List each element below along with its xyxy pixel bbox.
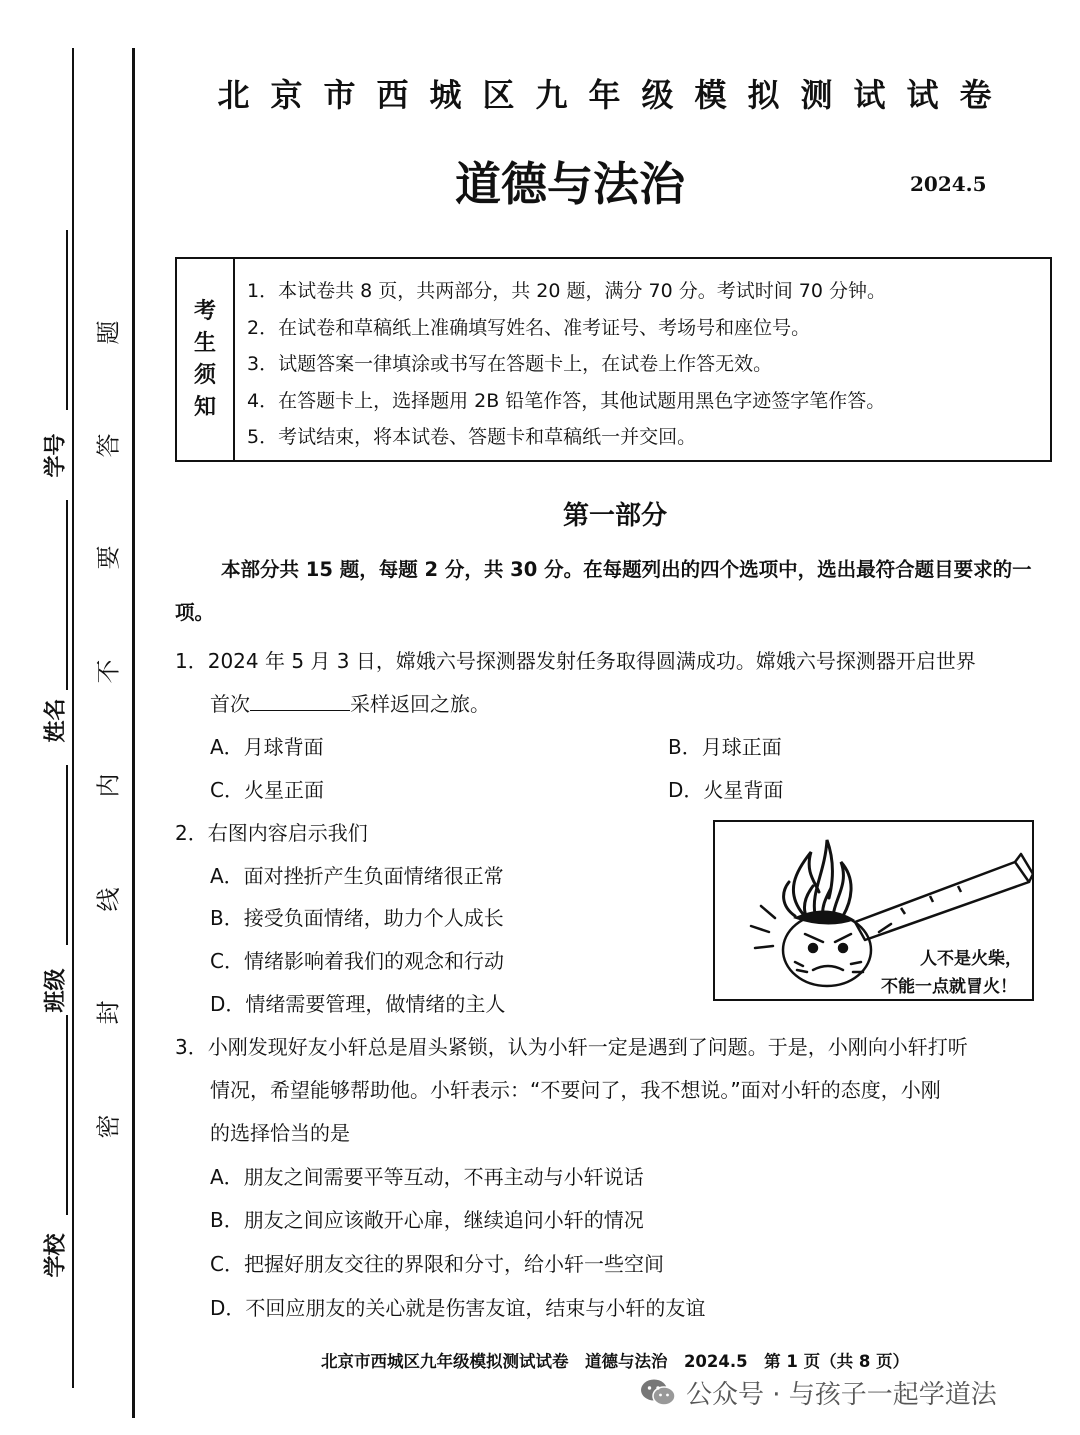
- binding-line-outer: [72, 48, 74, 1388]
- q3-stem-line3: 的选择恰当的是: [210, 1121, 350, 1145]
- q3-stem-line2: 情况，希望能够帮助他。小轩表示：“不要问了，我不想说。”面对小轩的态度，小刚: [210, 1078, 941, 1102]
- q3-stem-line1: 3．小刚发现好友小轩总是眉头紧锁，认为小轩一定是遇到了问题。于是，小刚向小轩打听: [175, 1035, 968, 1059]
- exam-date: 2024.5: [910, 172, 987, 196]
- notice-item: 5．考试结束，将本试卷、答题卡和草稿纸一并交回。: [247, 426, 697, 448]
- class-label: 班级: [43, 968, 69, 1013]
- match-cartoon: [713, 820, 1034, 1001]
- notice-item: 1．本试卷共 8 页，共两部分，共 20 题，满分 70 分。考试时间 70 分钟。: [247, 280, 887, 302]
- q1-stem-after-blank: 采样返回之旅。: [350, 692, 490, 716]
- q1-option-c: C．火星正面: [210, 778, 324, 802]
- name-underline: [66, 500, 68, 690]
- q1-stem-line1: 1．2024 年 5 月 3 日，嫦娥六号探测器发射任务取得圆满成功。嫦娥六号探测器开启世界: [175, 649, 976, 673]
- cartoon-caption-line1: 人不是火柴，: [920, 949, 1022, 969]
- q1-stem-line2: [210, 683, 490, 726]
- seal-char: 密: [94, 1114, 123, 1139]
- section-description: 本部分共 15 题，每题 2 分，共 30 分。在每题列出的四个选项中，选出最符合题目要求的一项。: [175, 558, 1032, 624]
- binding-line-inner: [132, 48, 135, 1418]
- q2-option-b: B．接受负面情绪，助力个人成长: [210, 906, 504, 930]
- notice-label-char: 知: [193, 394, 216, 420]
- q1-stem-before-blank: 首次: [210, 692, 250, 716]
- matchstick-icon: [855, 854, 1032, 940]
- school-underline: [66, 1015, 68, 1215]
- notice-label: [177, 259, 235, 460]
- section-title: 第一部分: [562, 501, 667, 531]
- q3-option-c: C．把握好朋友交往的界限和分寸，给小轩一些空间: [210, 1252, 664, 1276]
- seal-char: 要: [94, 545, 123, 570]
- cartoon-caption-line2: 不能一点就冒火！: [881, 977, 1017, 997]
- page-footer: 北京市西城区九年级模拟测试试卷 道德与法治 2024.5 第 1 页（共 8 页）: [320, 1352, 910, 1371]
- seal-char: 线: [94, 887, 123, 912]
- wechat-watermark: [640, 1374, 997, 1411]
- name-label: 姓名: [43, 698, 69, 743]
- q1-option-a: A．月球背面: [210, 735, 324, 759]
- exam-title: 北京市西城区九年级模拟测试试卷: [217, 76, 1013, 114]
- notice-item: 4．在答题卡上，选择题用 2B 铅笔作答，其他试题用黑色字迹签字笔作答。: [247, 389, 886, 412]
- notice-label-char: 生: [193, 330, 216, 356]
- watermark-text: 公众号 · 与孩子一起学道法: [686, 1380, 997, 1410]
- q2-option-c: C．情绪影响着我们的观念和行动: [210, 949, 504, 973]
- seal-char: 封: [94, 1000, 123, 1025]
- subject-title: 道德与法治: [455, 157, 685, 211]
- notice-item: 3．试题答案一律填涂或书写在答题卡上，在试卷上作答无效。: [247, 353, 773, 375]
- class-underline: [66, 765, 68, 945]
- notice-label-char: 须: [193, 362, 216, 388]
- notice-label-char: 考: [193, 298, 216, 324]
- notice-items: [235, 259, 1050, 460]
- seal-char: 答: [94, 433, 123, 458]
- q2-option-d: D．情绪需要管理，做情绪的主人: [210, 992, 506, 1016]
- seal-char: 题: [94, 320, 123, 345]
- q1-option-b: B．月球正面: [668, 735, 782, 759]
- school-label: 学校: [43, 1233, 69, 1278]
- q1-option-d: D．火星背面: [668, 778, 784, 802]
- student-id-label: 学号: [43, 433, 69, 478]
- notice-item: 2．在试卷和草稿纸上准确填写姓名、准考证号、考场号和座位号。: [247, 316, 811, 339]
- flame-icon: [784, 840, 851, 918]
- q2-stem: 2．右图内容启示我们: [175, 821, 368, 845]
- student-id-underline: [66, 230, 68, 410]
- wechat-icon: [640, 1378, 676, 1408]
- q3-option-d: D．不回应朋友的关心就是伤害友谊，结束与小轩的友谊: [210, 1296, 706, 1320]
- q1-blank: [250, 685, 350, 711]
- seal-char: 不: [94, 659, 123, 684]
- q3-option-b: B．朋友之间应该敞开心扉，继续追问小轩的情况: [210, 1208, 644, 1232]
- seal-char: 内: [94, 773, 123, 798]
- q2-option-a: A．面对挫折产生负面情绪很正常: [210, 864, 504, 888]
- examinee-notice-box: [175, 257, 1052, 462]
- q3-option-a: A．朋友之间需要平等互动，不再主动与小轩说话: [210, 1165, 644, 1189]
